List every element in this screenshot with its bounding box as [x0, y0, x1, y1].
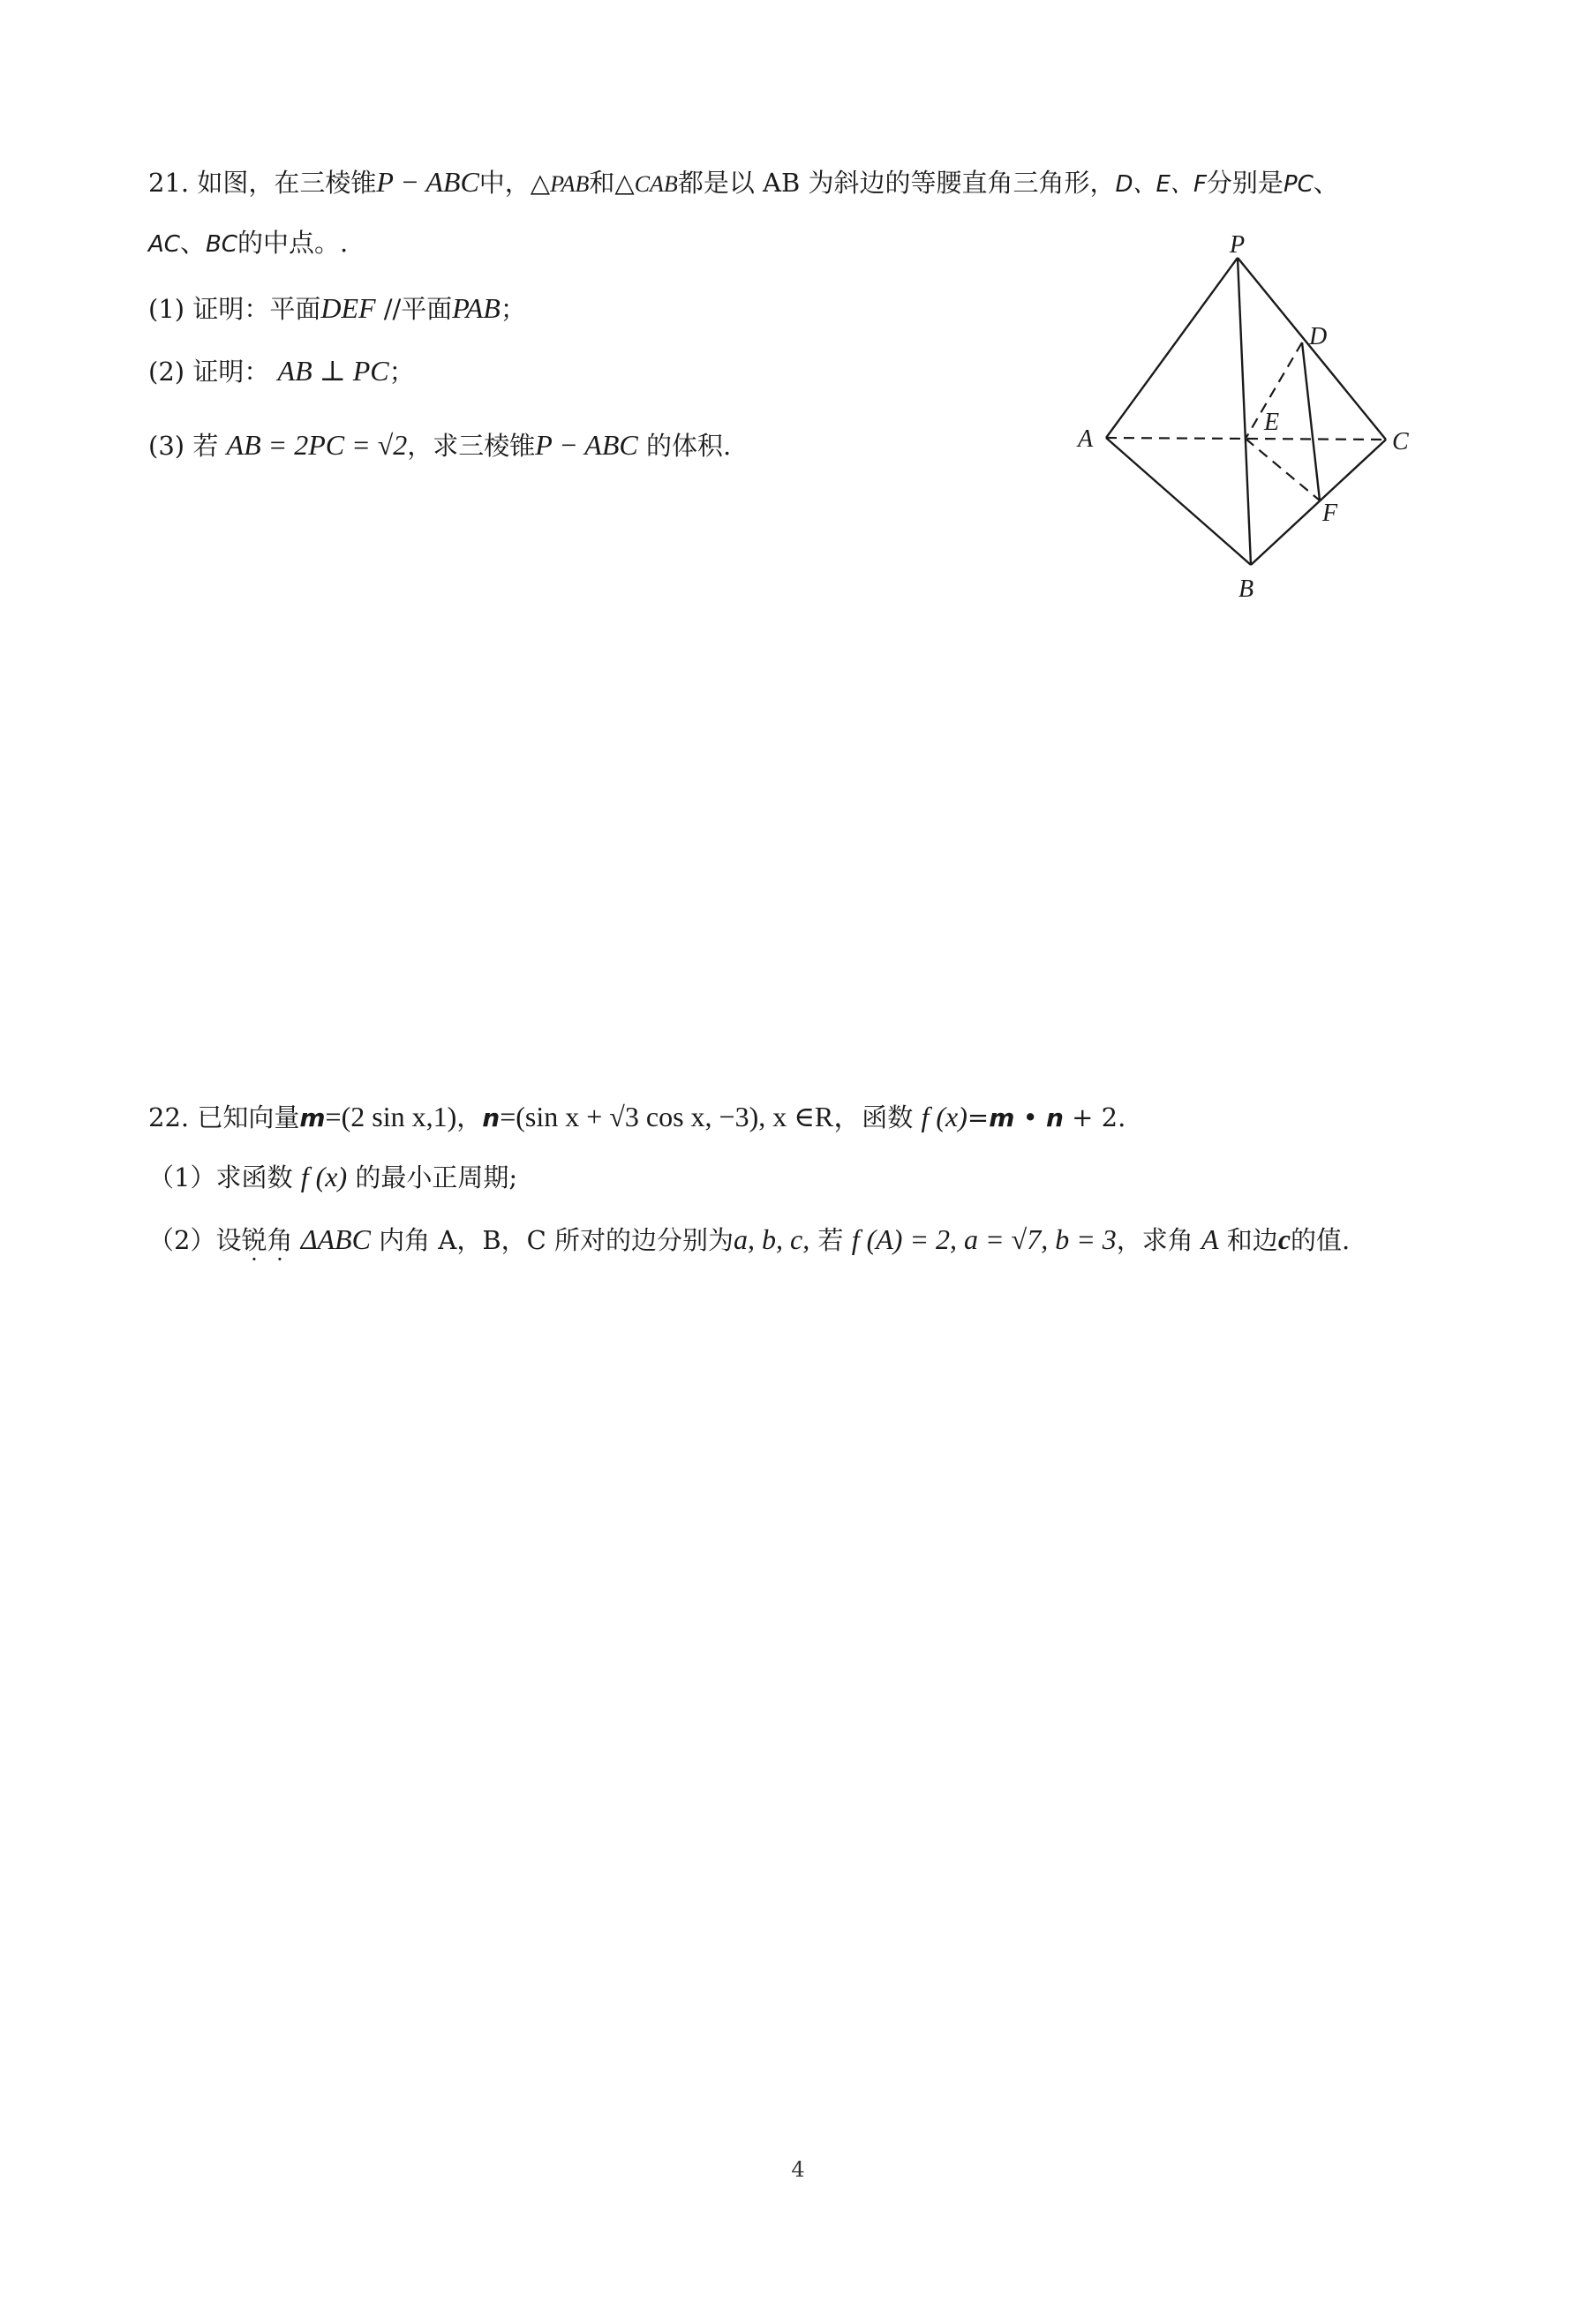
q21-text: 分别是	[1206, 168, 1284, 198]
tetrahedron-figure	[1055, 231, 1426, 611]
q21-text: 的体积.	[645, 431, 732, 461]
q21-part1-label: (1)	[148, 294, 185, 324]
q21-expr-pabc-2: P − ABC	[535, 429, 638, 461]
q22-side-c: c	[1277, 1223, 1291, 1255]
q21-tri-pab: PAB	[550, 171, 590, 197]
q21-pc: PC	[1283, 171, 1314, 198]
q22-fx: f (x)	[921, 1101, 967, 1132]
q22-m-def: =(2 sin x,1)	[325, 1101, 457, 1132]
label-e: E	[1264, 409, 1280, 436]
edge-pb	[1238, 258, 1251, 565]
q22-text: + 2.	[1072, 1102, 1126, 1132]
q21-text: //平面	[383, 294, 453, 324]
q22-part2-label: （2）	[148, 1225, 216, 1255]
q22-text: 设	[215, 1225, 242, 1255]
q22-triangle: ΔABC	[300, 1223, 371, 1255]
q22-text: 函数	[862, 1102, 914, 1132]
q22-emph-rui: 锐	[241, 1225, 267, 1255]
q22-emph-jiao: 角	[267, 1225, 293, 1255]
label-d: D	[1309, 323, 1328, 350]
q22-text: •	[1014, 1102, 1046, 1132]
page-number: 4	[791, 2157, 805, 2182]
q21-perp-expr: AB ⊥ PC	[277, 355, 389, 387]
q22-text: 若	[817, 1225, 844, 1255]
q22-text: 求函数	[215, 1162, 293, 1192]
q21-stem-line2	[148, 225, 348, 262]
label-f: F	[1322, 500, 1338, 527]
q21-text: ；	[500, 294, 526, 324]
label-a: A	[1078, 425, 1094, 453]
q21-number: 21.	[148, 168, 190, 198]
q22-text: 和边	[1226, 1225, 1278, 1255]
q21-stem-line1	[148, 164, 1339, 202]
q22-n-def: =(sin x + √3 cos x, −3)	[500, 1101, 759, 1132]
q22-domain: , x ∈R，	[758, 1101, 862, 1132]
q22-part1-fx: f (x)	[300, 1161, 348, 1192]
q22-part1-label: （1）	[148, 1162, 216, 1192]
q22-vector-n: n	[482, 1103, 501, 1132]
q21-points-def: D、E、F	[1115, 171, 1207, 198]
q21-text: ；	[388, 357, 415, 387]
q22-sides: a, b, c,	[734, 1223, 810, 1255]
q21-text: 证明：平面	[192, 294, 321, 324]
q21-part2	[148, 353, 415, 389]
q21-part2-label: (2)	[148, 357, 185, 387]
q22-part2	[148, 1222, 1350, 1258]
q21-length-expr: AB = 2PC = √2	[226, 429, 408, 461]
label-b: B	[1238, 575, 1254, 603]
q22-condition: f (A) = 2, a = √7, b = 3	[851, 1223, 1117, 1255]
label-c: C	[1392, 428, 1409, 455]
q21-part3-label: (3)	[148, 431, 185, 461]
q21-plane-def: DEF	[320, 292, 376, 324]
q21-text: 若	[192, 431, 219, 461]
q21-part3	[148, 427, 731, 463]
edge-bc	[1251, 440, 1386, 565]
q22-text: 内角 A，B，C 所对的边分别为	[379, 1225, 734, 1255]
q22-text: ，	[456, 1102, 483, 1132]
q22-vector-m: m	[299, 1103, 326, 1132]
q21-text: 、	[179, 228, 206, 258]
q21-text: 都是以 AB 为斜边的等腰直角三角形，	[677, 168, 1116, 198]
q21-text: 、	[1313, 168, 1339, 198]
q22-vector-m2: m	[989, 1103, 1015, 1132]
q22-text: 已知向量	[197, 1102, 300, 1132]
label-p: P	[1230, 231, 1246, 259]
q21-text: 如图，在三棱锥	[197, 168, 377, 198]
edge-ef-dashed	[1246, 439, 1320, 500]
q21-bc: BC	[205, 231, 237, 258]
q22-text: 的最小正周期;	[355, 1162, 518, 1192]
q21-plane-pab: PAB	[452, 292, 501, 324]
q21-text: 中，△	[478, 168, 551, 198]
q21-part1	[148, 290, 526, 327]
q21-tri-cab: CAB	[634, 171, 678, 197]
edge-ab	[1106, 438, 1251, 565]
q21-text: 证明：	[192, 357, 270, 387]
edge-pa	[1106, 258, 1238, 438]
q22-angle-a: A	[1201, 1223, 1219, 1255]
q22-number: 22.	[148, 1102, 190, 1132]
q22-text: ，求角	[1116, 1225, 1193, 1255]
q22-part1	[148, 1159, 517, 1195]
q22-vector-n2: n	[1045, 1103, 1064, 1132]
q22-text: 的值.	[1291, 1225, 1351, 1255]
q21-ac: AC	[148, 231, 180, 258]
q22-stem	[148, 1099, 1125, 1136]
q21-text: ，求三棱锥	[407, 431, 536, 461]
q21-text: 和△	[589, 168, 635, 198]
edge-df	[1302, 342, 1320, 500]
q21-expr-pabc: P − ABC	[376, 166, 479, 198]
q21-text: 的中点。.	[237, 228, 349, 258]
q22-text: =	[967, 1102, 990, 1132]
